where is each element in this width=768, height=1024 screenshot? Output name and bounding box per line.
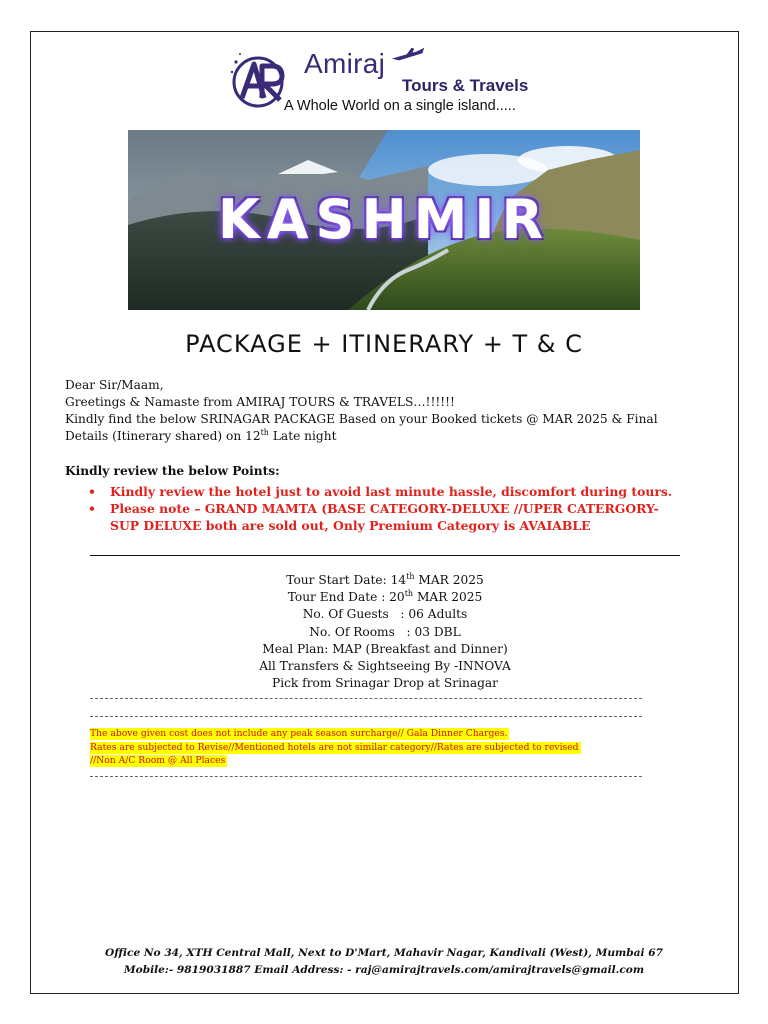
- greeting-text: Details (Itinerary shared) on 12: [65, 429, 261, 443]
- list-item-continued: [88, 517, 688, 534]
- tour-end-date: [90, 589, 680, 606]
- bullet-icon: •: [88, 501, 96, 516]
- footer-contact: Mobile:- 9819031887 Email Address: - raj@amirajtravels.com/amirajtravels@gmail.com: [123, 964, 645, 976]
- list-item: [88, 483, 688, 500]
- dashed-divider: [90, 698, 642, 699]
- list-item: [88, 500, 688, 517]
- airplane-icon: [390, 46, 426, 64]
- dashed-divider: [90, 716, 642, 717]
- note-line: The above given cost does not include any peak season surcharge// Gala Dinner Charges.: [90, 728, 508, 739]
- detail-text: MAR 2025: [413, 590, 483, 605]
- bullet-text: Kindly review the hotel just to avoid last minute hassle, discomfort during tours.: [110, 484, 673, 499]
- detail-superscript: th: [406, 571, 415, 581]
- greeting-line: Dear Sir/Maam,: [65, 378, 164, 392]
- greeting-line: [65, 428, 336, 445]
- room-count: No. Of Rooms : 03 DBL: [309, 624, 461, 639]
- guest-count: No. Of Guests : 06 Adults: [302, 607, 468, 622]
- greeting-line: Greetings & Namaste from AMIRAJ TOURS & TRAVELS…!!!!!!: [65, 395, 455, 409]
- bullet-text: SUP DELUXE both are sold out, Only Premium Category is AVAIABLE: [110, 518, 591, 533]
- bullet-icon: •: [88, 484, 96, 499]
- document-heading: PACKAGE + ITINERARY + T & C: [185, 330, 583, 358]
- kashmir-banner-image: [128, 130, 640, 310]
- greeting-superscript: th: [260, 427, 269, 437]
- detail-text: MAR 2025: [414, 573, 484, 587]
- tour-details: [90, 572, 680, 692]
- review-list: [88, 483, 688, 534]
- pickup-drop: Pick from Srinagar Drop at Srinagar: [272, 676, 498, 691]
- review-title: Kindly review the below Points:: [65, 464, 280, 478]
- note-line: //Non A/C Room @ All Places: [90, 755, 226, 766]
- tour-start-date: [90, 572, 680, 589]
- logo-tagline: A Whole World on a single island.....: [284, 98, 516, 114]
- detail-text: Tour End Date : 20: [287, 590, 405, 605]
- logo-subtitle: Tours & Travels: [402, 76, 529, 95]
- detail-text: Tour Start Date: 14: [286, 573, 407, 587]
- banner-title: KASHMIR: [217, 188, 551, 251]
- greeting-text: Late night: [268, 429, 337, 443]
- detail-superscript: th: [404, 589, 414, 599]
- bullet-text: Please note – GRAND MAMTA (BASE CATEGORY-DELUXE //UPER CATERGORY-: [110, 501, 659, 516]
- logo-name: Amiraj: [304, 48, 386, 79]
- footer-address: Office No 34, XTH Central Mall, Next to D'Mart, Mahavir Nagar, Kandivali (West), Mumbai 67: [104, 947, 663, 959]
- meal-plan: Meal Plan: MAP (Breakfast and Dinner): [262, 641, 508, 656]
- company-logo: [228, 46, 538, 120]
- greeting-line: Kindly find the below SRINAGAR PACKAGE Based on your Booked tickets @ MAR 2025 & Final: [65, 412, 658, 426]
- transfers: All Transfers & Sightseeing By -INNOVA: [259, 659, 511, 674]
- section-divider: [90, 555, 680, 556]
- dashed-divider: [90, 776, 642, 777]
- note-line: Rates are subjected to Revise//Mentioned hotels are not similar category//Rates are subjected to revised: [90, 742, 579, 753]
